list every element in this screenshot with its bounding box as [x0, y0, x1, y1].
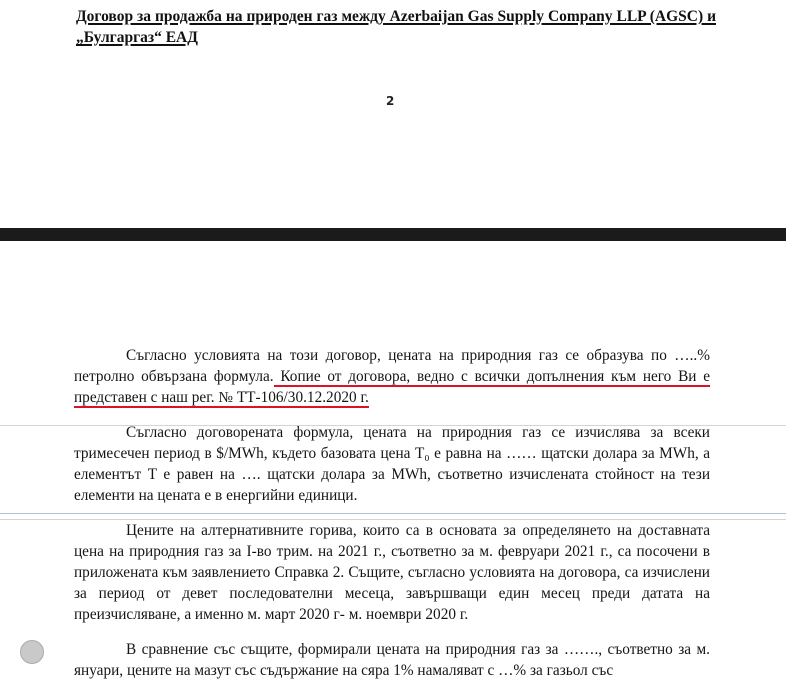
page-divider [0, 228, 786, 241]
highlighted-text: Копие от договора, ведно с всички допълнения към него Ви е представен с наш рег. № ТТ-106/30.12.2020 г. [74, 368, 710, 406]
previous-page [0, 0, 786, 228]
document-title: Договор за продажба на природен газ между Azerbaijan Gas Supply Company LLP (AGSC) и „Булгаргаз“ ЕАД [76, 8, 716, 46]
document-body [74, 345, 710, 695]
page-number: 2 [386, 94, 395, 108]
scroll-marker-icon [20, 640, 44, 664]
paragraph-comparison: В сравнение със същите, формирали цената на природния газ за ……., съответно за м. януари, цените на мазут със съдържание на сяра 1% намаляват с …% за газьол със [74, 641, 710, 679]
paragraph-contract-terms [74, 345, 710, 408]
paragraph-formula: Съгласно договорената формула, цената на природния газ се изчислява за всеки тримесечен период в $/MWh, където базовата цена T₀ е равна на …… щатски долара за MWh, а елементът T е равен на …. щатски долара за MWh, съответно изчислената стойност на тези елементи на цената е в енергийни единици. [74, 424, 710, 504]
paragraph-alternative-fuels: Цените на алтернативните горива, които са в основата за определянето на доставната цена на природния газ за I-во трим. на 2021 г., съответно за м. февруари 2021 г., са посочени в приложената към заявлението Справка 2. Същите, съгласно условията на договора, са изчислени за период от девет последователни месеца, завършващи един месец преди датата на преизчисляване, а именно м. март 2020 г- м. ноември 2020 г. [74, 522, 710, 623]
paragraph-text: Съгласно условията на този договор, цената на природния газ се образува по …..% петролно обвързана формула. [74, 347, 710, 385]
